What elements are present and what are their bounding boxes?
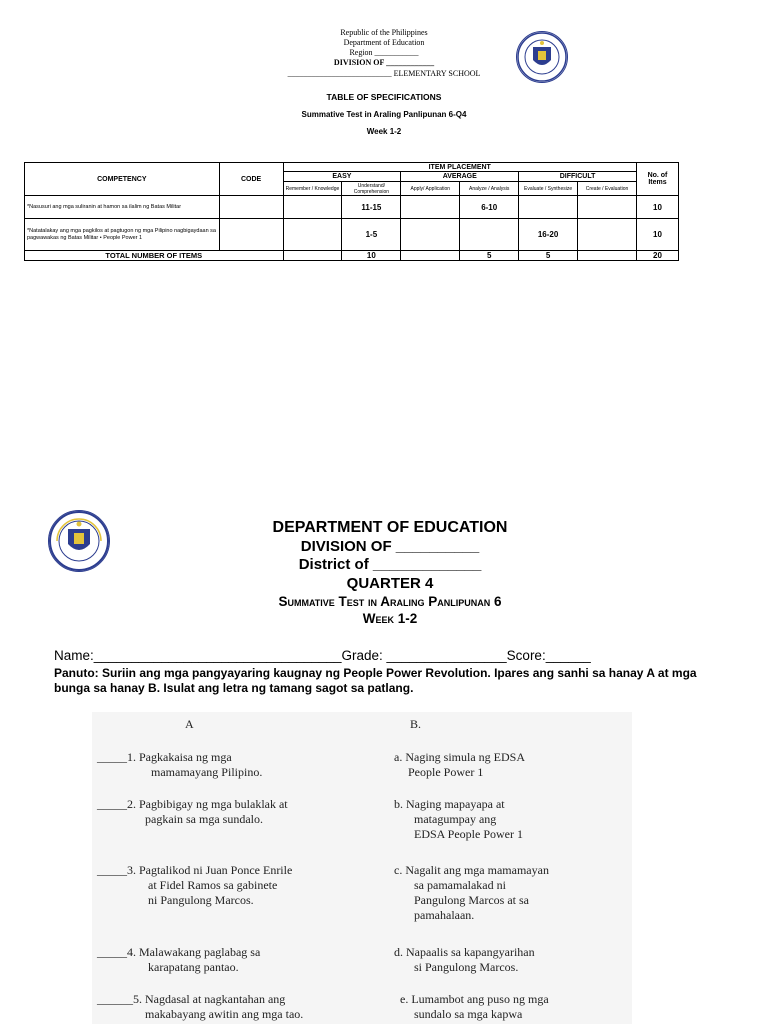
cell	[401, 251, 460, 261]
code-cell	[219, 219, 283, 251]
deped-seal-icon	[48, 510, 110, 572]
cell	[578, 196, 637, 219]
tos-week: Week 1-2	[366, 127, 402, 136]
competency-cell: *Nasusuri ang mga suliranin at hamon sa ilalim ng Batas Militar	[25, 196, 220, 219]
test-title: Summative Test in Araling Panlipunan 6	[278, 594, 502, 609]
instructions: Panuto: Suriin ang mga pangyayaring kaugnay ng People Power Revolution. Ipares ang sanhi sa hanay A at mga bunga sa hanay B. Isulat ang letra ng tamang sagot sa patlang.	[54, 666, 697, 695]
list-item: a. Naging simula ng EDSA People Power 1	[394, 750, 525, 779]
header-school: __________________________ ELEMENTARY SCHOOL	[287, 69, 481, 78]
items-cell: 10	[636, 196, 678, 219]
cell: 1-5	[342, 219, 401, 251]
cell	[401, 196, 460, 219]
cell	[283, 219, 342, 251]
cell: 5	[460, 251, 519, 261]
header-republic: Republic of the Philippines	[340, 28, 428, 37]
cell	[401, 219, 460, 251]
subcol-create: Create / Evaluation	[578, 182, 637, 196]
cell	[283, 196, 342, 219]
subcol-evaluate: Evaluate / Synthesize	[519, 182, 578, 196]
group-easy: EASY	[283, 172, 401, 182]
cell: 16-20	[519, 219, 578, 251]
list-item: c. Nagalit ang mga mamamayan sa pamamalakad ni Pangulong Marcos at sa pamahalaan.	[394, 863, 549, 922]
deped-seal-icon	[516, 31, 568, 83]
code-cell	[219, 196, 283, 219]
col-item-placement: ITEM PLACEMENT	[283, 163, 636, 172]
cell	[578, 219, 637, 251]
total-row	[25, 251, 679, 261]
column-a-header: A	[185, 717, 194, 731]
tos-table	[24, 162, 679, 261]
subcol-understand: Understand/ Comprehension	[342, 182, 401, 196]
items-cell: 10	[636, 219, 678, 251]
cell	[578, 251, 637, 261]
competency-cell: *Natatalakay ang mga pagkilos at pagtugon ng mga Pilipino nagbigaydaan sa pagwawakas ng Batas Militar • People Power 1	[25, 219, 220, 251]
col-no-items: No. of Items	[636, 163, 678, 196]
test-district: District of _____________	[298, 556, 482, 573]
cell: 5	[519, 251, 578, 261]
list-item: _____4. Malawakang paglabag sa karapatang pantao.	[97, 945, 261, 974]
name-grade-score-line: Name:_________________________________Grade: ________________Score:______	[54, 648, 591, 663]
tos-title: TABLE OF SPECIFICATIONS	[326, 92, 442, 102]
group-difficult: DIFFICULT	[519, 172, 637, 182]
test-quarter: QUARTER 4	[346, 575, 434, 592]
list-item: _____3. Pagtalikod ni Juan Ponce Enrile at Fidel Ramos sa gabinete ni Pangulong Marcos.	[97, 863, 293, 907]
column-b-header: B.	[410, 717, 422, 731]
table-row	[25, 219, 679, 251]
list-item: d. Napaalis sa kapangyarihan si Pangulong Marcos.	[394, 945, 535, 974]
total-items-cell: 20	[636, 251, 678, 261]
subcol-remember: Remember / Knowledge	[283, 182, 342, 196]
test-division: DIVISION OF __________	[300, 538, 480, 555]
cell	[283, 251, 342, 261]
total-label: TOTAL NUMBER OF ITEMS	[25, 251, 284, 261]
header-deped: Department of Education	[343, 38, 425, 47]
col-code: CODE	[219, 163, 283, 196]
cell	[460, 219, 519, 251]
list-item: _____2. Pagbibigay ng mga bulaklak at pagkain sa mga sundalo.	[97, 797, 288, 826]
test-week: Week 1-2	[362, 611, 418, 626]
tos-subtitle: Summative Test in Araling Panlipunan 6-Q4	[301, 110, 467, 119]
cell: 6-10	[460, 196, 519, 219]
list-item: _____1. Pagkakaisa ng mga mamamayang Pilipino.	[97, 750, 263, 779]
cell: 11-15	[342, 196, 401, 219]
test-deped: DEPARTMENT OF EDUCATION	[272, 519, 508, 536]
list-item: b. Naging mapayapa at matagumpay ang EDSA People Power 1	[394, 797, 523, 841]
subcol-apply: Apply/ Application	[401, 182, 460, 196]
table-row	[25, 196, 679, 219]
col-competency: COMPETENCY	[25, 163, 220, 196]
cell	[519, 196, 578, 219]
header-division: DIVISION OF ____________	[333, 58, 435, 67]
list-item: ______5. Nagdasal at nagkantahan ang makabayang awitin ang mga tao.	[97, 992, 304, 1021]
cell: 10	[342, 251, 401, 261]
header-region: Region ___________	[349, 48, 419, 57]
group-average: AVERAGE	[401, 172, 519, 182]
subcol-analyze: Analyze / Analysis	[460, 182, 519, 196]
list-item: e. Lumambot ang puso ng mga sundalo sa mga kapwa	[400, 992, 549, 1021]
